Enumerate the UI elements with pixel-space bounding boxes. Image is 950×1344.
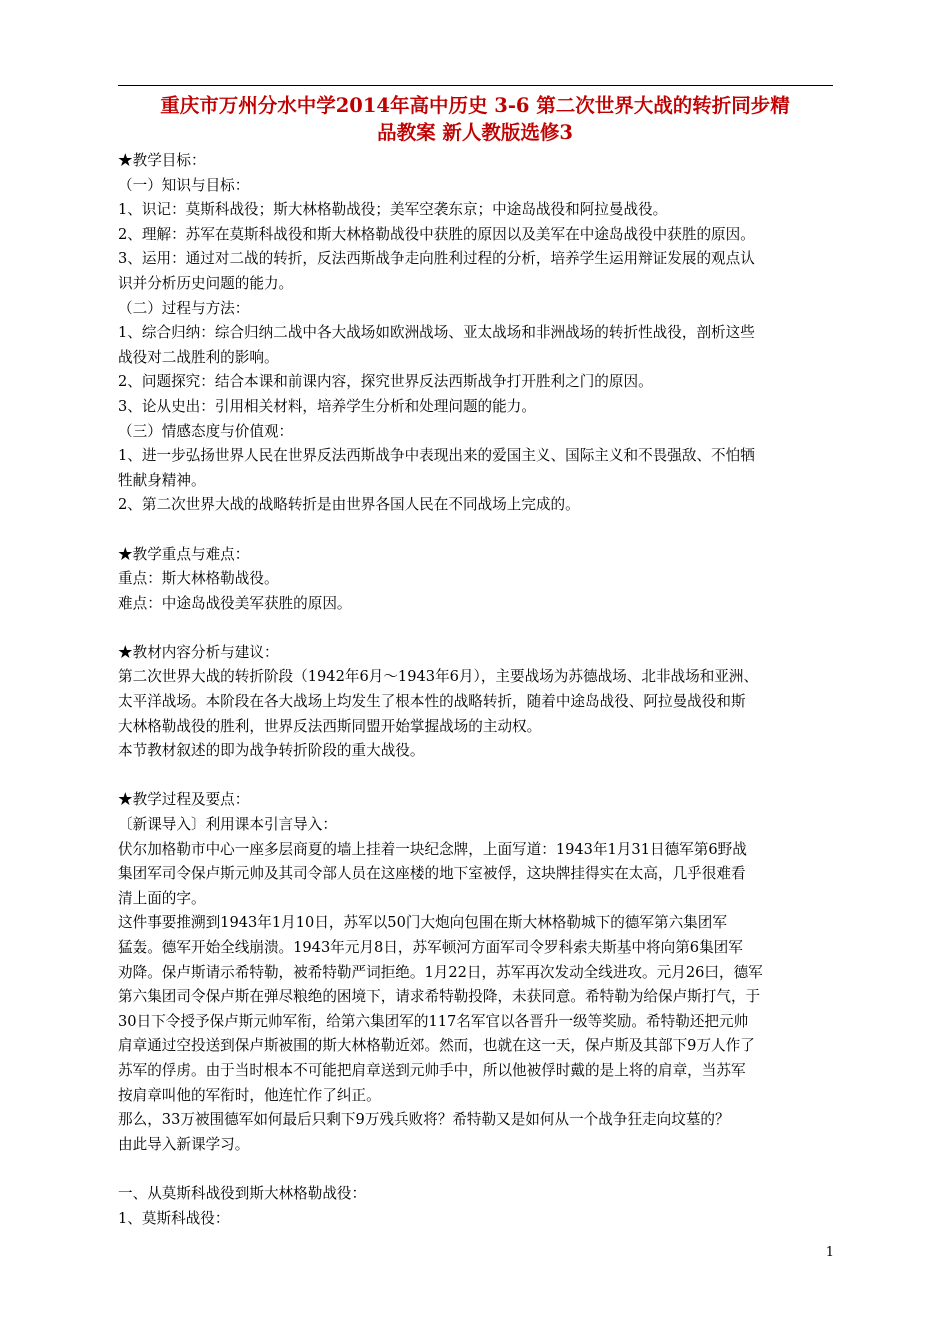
- subheading-attitude: （三）情感态度与价值观：: [118, 422, 294, 440]
- paragraph-line: 清上面的字。: [118, 889, 206, 907]
- paragraph-line: 大林格勒战役的胜利，世界反法西斯同盟开始掌握战场的主动权。: [118, 717, 542, 735]
- paragraph-line: 难点：中途岛战役美军获胜的原因。: [118, 594, 352, 612]
- paragraph-line: 由此导入新课学习。: [118, 1135, 250, 1153]
- subheading-knowledge: （一）知识与目标：: [118, 176, 250, 194]
- paragraph-line: 劝降。保卢斯请示希特勒，被希特勒严词拒绝。1月22日，苏军再次发动全线进攻。元月26曰，德军: [118, 963, 763, 981]
- part-heading: 一、从莫斯科战役到斯大林格勒战役：: [118, 1184, 367, 1202]
- paragraph-line: 集团军司令保卢斯元帅及其司令部人员在这座楼的地下室被俘，这块牌挂得实在太高，几乎很难看: [118, 865, 746, 883]
- paragraph-line: 2、第二次世界大战的战略转折是由世界各国人民在不同战场上完成的。: [118, 496, 580, 514]
- paragraph-line: 伏尔加格勒市中心一座多层商夏的墙上挂着一块纪念牌，上面写道：1943年1月31日德军第6野战: [118, 840, 747, 858]
- section-heading-focus: ★教学重点与难点：: [118, 545, 250, 563]
- paragraph-line: 那么，33万被围德军如何最后只剩下9万残兵败将？希特勒又是如何从一个战争狂走向坟墓的？: [118, 1111, 730, 1129]
- page-number: 1: [825, 1245, 834, 1260]
- document-title: [110, 92, 840, 146]
- paragraph-line: 太平洋战场。本阶段在各大战场上均发生了根本性的战略转折，随着中途岛战役、阿拉曼战役和斯: [118, 693, 746, 711]
- paragraph-line: 2、问题探究：结合本课和前课内容，探究世界反法西斯战争打开胜利之门的原因。: [118, 373, 653, 391]
- paragraph-line: 本节教材叙述的即为战争转折阶段的重大战役。: [118, 742, 425, 760]
- blank-line: [118, 764, 836, 789]
- paragraph-line: 肩章通过空投送到保卢斯被围的斯大林格勒近郊。然而，也就在这一天，保卢斯及其部下9万人作了: [118, 1037, 755, 1055]
- paragraph-line: 1、综合归纳：综合归纳二战中各大战场如欧洲战场、亚太战场和非洲战场的转折性战役，剖析这些: [118, 324, 755, 342]
- paragraph-line: 苏军的俘虏。由于当时根本不可能把肩章送到元帅手中，所以他被俘时戴的是上将的肩章，当苏军: [118, 1061, 746, 1079]
- paragraph-line: 1、进一步弘扬世界人民在世界反法西斯战争中表现出来的爱国主义、国际主义和不畏强敌、不怕牺: [118, 447, 755, 465]
- paragraph-line: 1、识记：莫斯科战役；斯大林格勒战役；美军空袭东京；中途岛战役和阿拉曼战役。: [118, 201, 668, 219]
- document-body: [118, 149, 836, 1231]
- header-rule: [118, 85, 833, 86]
- paragraph-line: 第二次世界大战的转折阶段（1942年6月～1943年6月），主要战场为苏德战场、北非战场和亚洲、: [118, 668, 759, 686]
- paragraph-line: 重点：斯大林格勒战役。: [118, 570, 279, 588]
- paragraph-line: 按肩章叫他的军衔时，他连忙作了纠正。: [118, 1086, 381, 1104]
- paragraph-line: 识并分析历史问题的能力。: [118, 274, 294, 292]
- paragraph-line: 2、理解：苏军在莫斯科战役和斯大林格勒战役中获胜的原因以及美军在中途岛战役中获胜的原因。: [118, 225, 755, 243]
- paragraph-line: 猛轰。德军开始全线崩溃。1943年元月8日，苏军顿河方面军司令罗科索夫斯基中将向第6集团军: [118, 939, 743, 956]
- paragraph-line: 这件事要推溯到1943年1月10日，苏军以50门大炮向包围在斯大林格勒城下的德军第六集团军: [118, 914, 727, 932]
- subheading-intro: 〔新课导入〕利用课本引言导入：: [118, 816, 337, 834]
- blank-line: [118, 518, 836, 543]
- paragraph-line: 3、论从史出：引用相关材料，培养学生分析和处理问题的能力。: [118, 397, 536, 415]
- paragraph-line: 30日下令授予保卢斯元帅军衔，给第六集团军的117名军官以各晋升一级等奖励。希特勒还把元帅: [118, 1012, 749, 1030]
- section-heading-process-main: ★教学过程及要点：: [118, 791, 250, 809]
- title-line-1: 重庆市万州分水中学2014年高中历史 3-6 第二次世界大战的转折同步精: [160, 94, 790, 117]
- blank-line: [118, 1157, 836, 1182]
- section-heading-analysis: ★教材内容分析与建议：: [118, 643, 279, 661]
- title-line-2: 品教案 新人教版选修3: [377, 121, 573, 144]
- part-subheading: 1、莫斯科战役：: [118, 1209, 230, 1227]
- blank-line: [118, 616, 836, 641]
- paragraph-line: 3、运用：通过对二战的转折，反法西斯战争走向胜利过程的分析，培养学生运用辩证发展的观点认: [118, 250, 755, 268]
- paragraph-line: 第六集团司令保卢斯在弹尽粮绝的困境下，请求希特勒投降，未获同意。希特勒为给保卢斯打气，于: [118, 988, 761, 1006]
- subheading-process: （二）过程与方法：: [118, 299, 250, 317]
- paragraph-line: 牲献身精神。: [118, 471, 206, 489]
- section-heading-goals: ★教学目标：: [118, 152, 206, 169]
- paragraph-line: 战役对二战胜利的影响。: [118, 348, 279, 366]
